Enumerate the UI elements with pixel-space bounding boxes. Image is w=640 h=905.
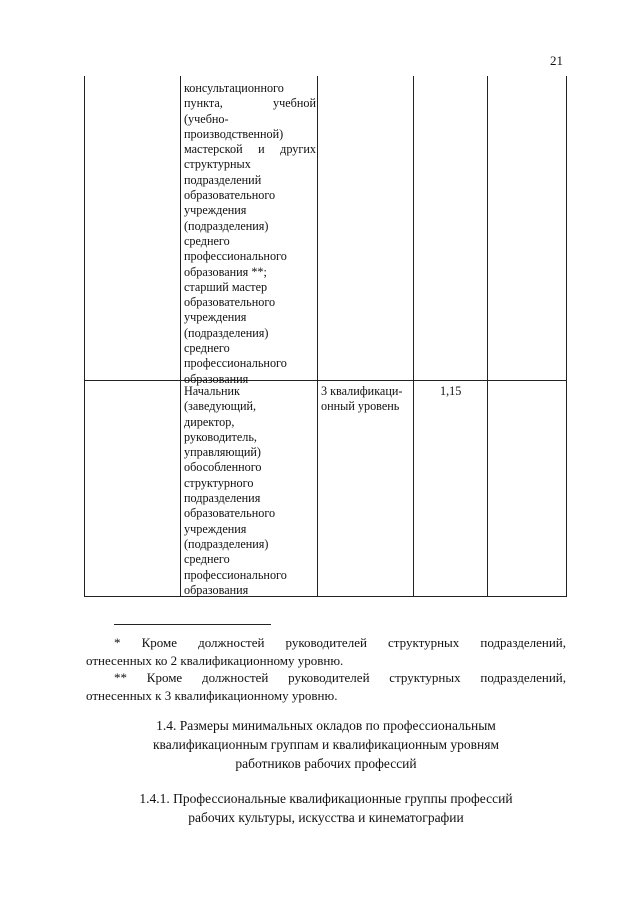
section-heading-1-4-1: 1.4.1. Профессиональные квалификационные группы профессий рабочих культуры, искусства и кинематографии [139,791,513,825]
table-cell-position-continued: консультационного пункта, учебной (учебно- производственной) мастерской и других структурных подразделений образовательного учреждения (подразделения) среднего профессионального образования **; старший мастер образовательного учреждения (подразделения) среднего профессионального образования [184,81,316,386]
salary-table [84,76,567,597]
footnote-double-asterisk: ** Кроме должностей руководителей структурных подразделений, отнесенных к 3 квалификационному уровню. [86,670,566,703]
page-number: 21 [550,53,563,68]
table-cell-coefficient: 1,15 [440,384,462,398]
footnote-separator [114,624,271,625]
section-heading-1-4: 1.4. Размеры минимальных окладов по профессиональным квалификационным группам и квалификационным уровням работников рабочих профессий [153,718,499,771]
table-column-divider [317,76,318,597]
table-column-divider [487,76,488,597]
table-column-divider [413,76,414,597]
table-border-bottom [84,596,567,597]
footnote-single-asterisk: * Кроме должностей руководителей структурных подразделений, отнесенных ко 2 квалификационному уровню. [86,635,566,668]
table-border-left [84,76,85,597]
table-row-divider [84,380,567,381]
table-column-divider [180,76,181,597]
table-cell-qualification-level: 3 квалификаци- онный уровень [321,384,403,414]
table-border-right [566,76,567,597]
table-cell-position-head: Начальник (заведующий, директор, руководитель, управляющий) обособленного структурного подразделения образовательного учреждения (подразделения) среднего профессионального образования [184,384,287,597]
